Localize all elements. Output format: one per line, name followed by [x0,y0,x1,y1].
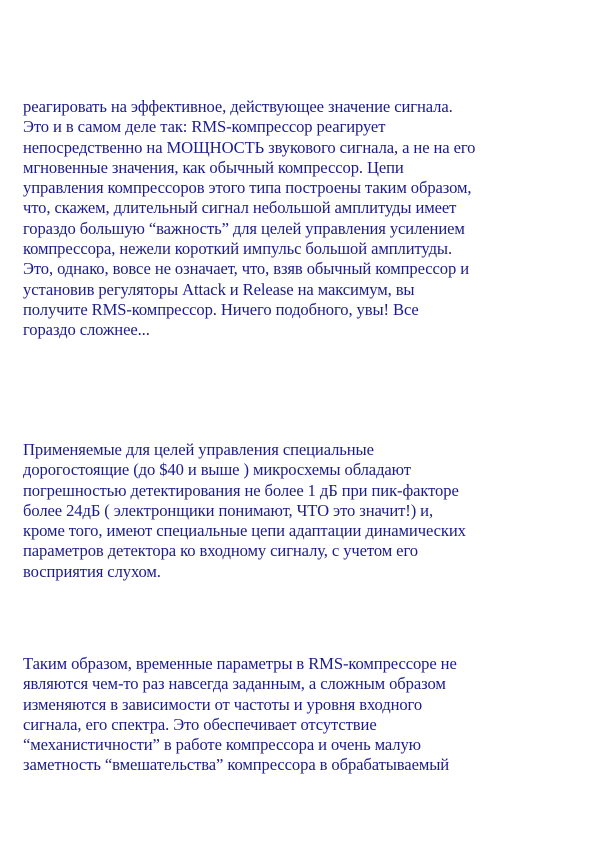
text-line: компрессора, нежели короткий импульс большой амплитуды. [23,239,453,259]
paragraph-detector-chips [23,440,583,582]
text-line: Это и в самом деле так: RMS-компрессор реагирует [23,117,386,137]
paragraph-rms-response [23,97,583,341]
paragraph-time-parameters [23,654,583,776]
text-line: Это, однако, вовсе не означает, что, взяв обычный компрессор и [23,259,470,279]
text-line: что, скажем, длительный сигнал небольшой амплитуды имеет [23,198,457,218]
text-line: заметность “вмешательства” компрессора в обрабатываемый [23,755,450,775]
text-line: получите RMS-компрессор. Ничего подобного, увы! Все [23,299,419,319]
text-line: реагировать на эффективное, действующее значение сигнала. [23,97,453,116]
text-line: гораздо сложнее... [23,320,150,340]
text-line: гораздо большую “важность” для целей управления усилением [23,218,465,238]
text-line: погрешностью детектирования не более 1 дБ при пик-факторе [23,480,459,500]
text-line: более 24дБ ( электронщики понимают, ЧТО это значит!) и, [23,500,433,520]
text-line: изменяются в зависимости от частоты и уровня входного [23,694,423,714]
text-line: являются чем-то раз навсегда заданным, а сложным образом [23,674,446,694]
text-line: параметров детектора ко входному сигналу, с учетом его [23,541,418,561]
text-line: Таким образом, временные параметры в RMS-компрессоре не [23,654,457,673]
text-line: кроме того, имеют специальные цепи адаптации динамических [23,521,466,541]
text-line: восприятия слухом. [23,561,161,581]
text-line: мгновенные значения, как обычный компрессор. Цепи [23,157,404,177]
text-line: Применяемые для целей управления специальные [23,440,374,459]
text-line: установив регуляторы Attack и Release на максимум, вы [23,279,415,299]
text-line: “механистичности” в работе компрессора и очень малую [23,735,421,755]
text-line: дорогостоящие (до $40 и выше ) микросхемы обладают [23,460,411,480]
text-line: управления компрессоров этого типа построены таким образом, [23,178,472,198]
text-line: непосредственно на МОЩНОСТЬ звукового сигнала, а не на его [23,137,476,157]
text-line: сигнала, его спектра. Это обеспечивает отсутствие [23,714,377,734]
